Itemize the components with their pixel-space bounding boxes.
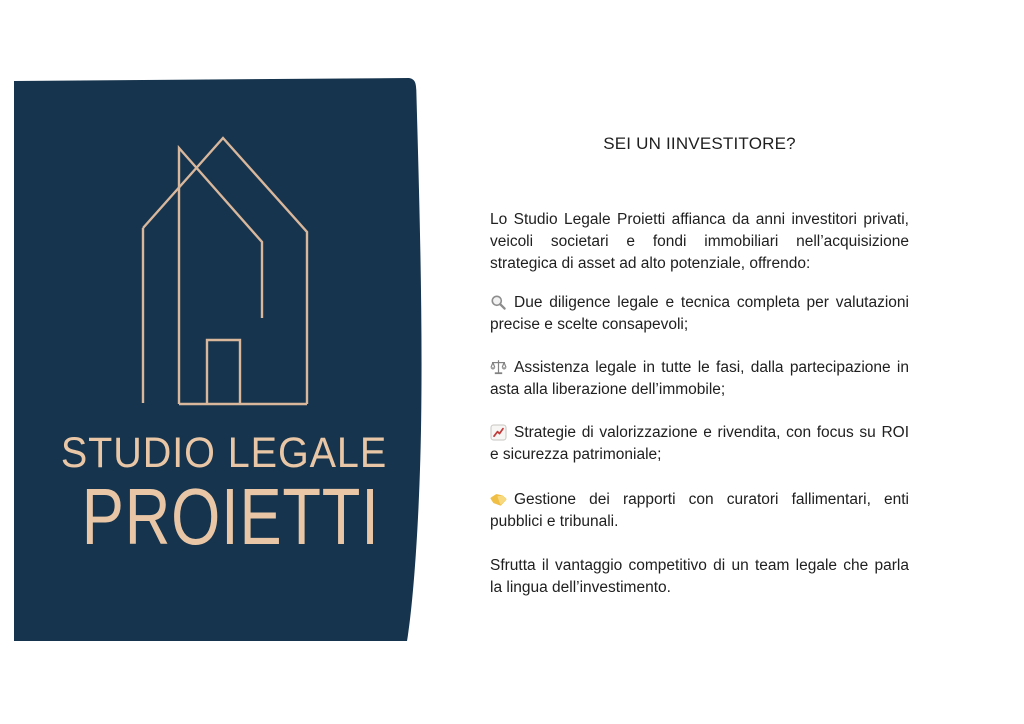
bullet-text: Due diligence legale e tecnica completa per valutazioni precise e scelte consapevoli;: [490, 294, 909, 333]
magnifier-icon: [490, 294, 507, 311]
balance-scale-icon: [490, 359, 507, 376]
intro-paragraph: Lo Studio Legale Proietti affianca da anni investitori privati, veicoli societari e fondi immobiliari nell’acquisizione strategica di asset ad alto potenziale, offrendo:: [490, 211, 909, 272]
handshake-icon: [490, 491, 507, 508]
chart-increasing-icon: [490, 424, 507, 441]
closing-paragraph: Sfrutta il vantaggio competitivo di un team legale che parla la lingua dell’investimento.: [490, 557, 909, 596]
brand-studio-legale: STUDIO LEGALE: [60, 429, 388, 477]
bullet-strategie: [490, 422, 909, 466]
brand-proietti: PROIETTI: [81, 472, 380, 561]
bullet-assistenza-legale: [490, 357, 909, 401]
content-column: [490, 0, 909, 724]
bullet-gestione-rapporti: [490, 489, 909, 533]
bullet-due-diligence: [490, 292, 909, 336]
bullet-text: Gestione dei rapporti con curatori fallimentari, enti pubblici e tribunali.: [490, 491, 909, 530]
page-title: SEI UN IINVESTITORE?: [603, 134, 796, 153]
bullet-text: Assistenza legale in tutte le fasi, dalla partecipazione in asta alla liberazione dell’immobile;: [490, 359, 909, 398]
bullet-text: Strategie di valorizzazione e rivendita, con focus su ROI e sicurezza patrimoniale;: [490, 424, 909, 463]
